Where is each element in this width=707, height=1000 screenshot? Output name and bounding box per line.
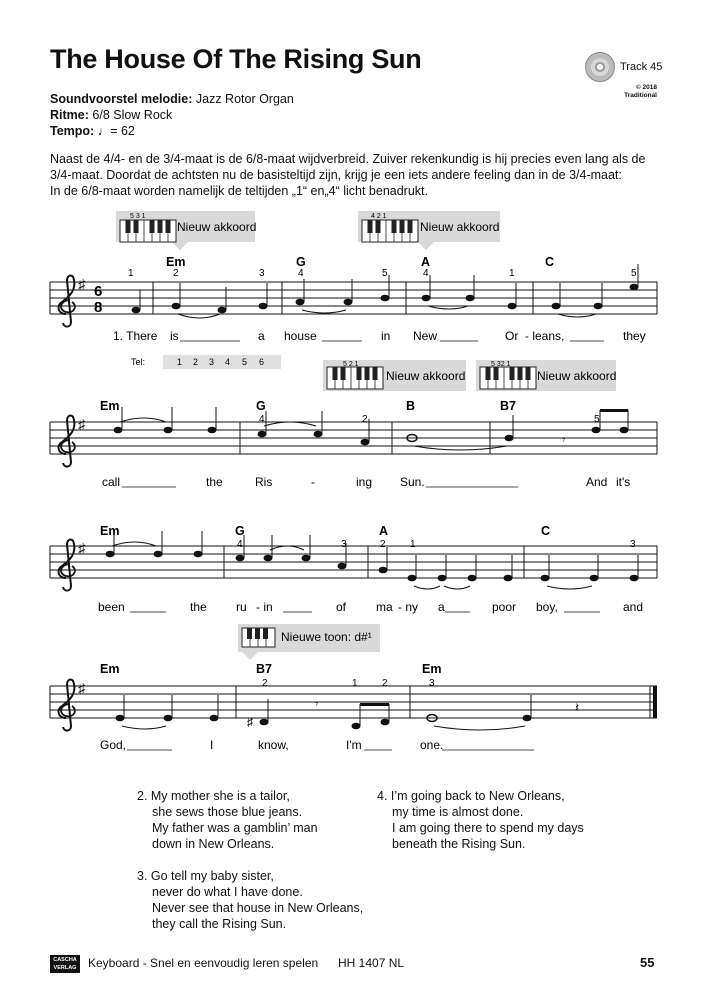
finger-hint: 5 32 1 — [491, 361, 511, 368]
page-number: 55 — [640, 955, 655, 970]
rhythm-value: 6/8 Slow Rock — [92, 108, 173, 122]
count-number: 3 — [209, 357, 215, 367]
book-code: HH 1407 NL — [338, 956, 405, 970]
lyric-syllable: New — [413, 329, 438, 343]
finger-number: 3 — [630, 539, 636, 550]
finger-number: 4 — [298, 268, 304, 279]
chord-symbol: C — [545, 255, 555, 269]
chord-symbol: Em — [100, 399, 120, 413]
chord-symbol: Em — [422, 662, 442, 676]
verse-line: My father was a gamblin’ man — [152, 821, 318, 835]
ties-system-4 — [122, 726, 525, 730]
finger-hint: 5 3 1 — [130, 213, 146, 220]
lyric-syllable: boy, — [536, 600, 558, 614]
verse-line: 3. Go tell my baby sister, — [137, 869, 274, 883]
verse-line: Never see that house in New Orleans, — [152, 901, 364, 915]
intro-line: 3/4-maat. Doordat de achtsten nu de basisteltijd zijn, krijg je een iets andere feeling dan in de 3/4-maat: — [50, 168, 622, 182]
staff-system-3 — [50, 546, 657, 578]
count-number: 6 — [259, 357, 265, 367]
track-label: Track 45 — [620, 61, 663, 73]
finger-hint: 4 2 1 — [371, 213, 387, 220]
notes-system-3 — [106, 531, 639, 581]
chord-symbol: B7 — [500, 399, 516, 413]
lyric-syllable: house — [284, 329, 317, 343]
lyric-syllable: ru — [236, 600, 247, 614]
finger-number: 2 — [362, 414, 368, 425]
lyric-syllable: Ris — [255, 475, 273, 489]
eighth-rest: 𝄾 — [315, 696, 319, 711]
staff-system-2 — [50, 422, 657, 454]
lyric-syllable: ing — [356, 475, 373, 489]
time-signature-8: 8 — [94, 299, 103, 316]
lyric-syllable: a — [258, 329, 265, 343]
new-chord-label: Nieuw akkoord — [386, 369, 466, 383]
finger-number: 1 — [128, 268, 134, 279]
chord-symbol: Em — [100, 662, 120, 676]
lyric-syllable: the — [190, 600, 207, 614]
finger-number: 1 — [352, 678, 358, 689]
lyric-syllable: - in — [256, 600, 273, 614]
book-title: Keyboard - Snel en eenvoudig leren spelen — [88, 956, 319, 970]
finger-number: 1 — [410, 539, 416, 550]
finger-number: 2 — [173, 268, 179, 279]
verses-right — [377, 788, 584, 868]
lyric-syllable: poor — [492, 600, 517, 614]
finger-number: 5 — [382, 268, 388, 279]
lyric-syllable: ma — [376, 600, 393, 614]
chord-symbol: Em — [100, 524, 120, 538]
new-chord-label: Nieuw akkoord — [420, 220, 500, 234]
ties-system-3 — [112, 542, 592, 589]
lyric-syllable: they — [623, 329, 646, 343]
lyric-syllable: Sun. — [400, 475, 425, 489]
new-tone-callout — [238, 624, 380, 660]
lyric-syllable: 1. There — [113, 329, 158, 343]
verse-line: beneath the Rising Sun. — [392, 837, 526, 851]
chord-symbol: G — [235, 524, 245, 538]
lyric-syllable: And — [586, 475, 608, 489]
lyric-syllable: - ny — [398, 600, 419, 614]
lyric-syllable: - — [311, 475, 315, 489]
new-chord-callout — [476, 360, 616, 391]
count-number: 1 — [177, 357, 183, 367]
finger-number: 5 — [631, 268, 637, 279]
finger-number: 4 — [237, 539, 243, 550]
verse-line: I am going there to spend my days — [392, 821, 584, 835]
quarter-note-icon: ♩ — [97, 124, 111, 138]
chord-symbol: G — [296, 255, 306, 269]
finger-number: 2 — [382, 678, 388, 689]
chord-symbol: Em — [166, 255, 186, 269]
sharp-sign: ♯ — [78, 540, 85, 556]
chord-symbol: A — [421, 255, 431, 269]
lyric-syllable: Or — [505, 329, 519, 343]
count-number: 2 — [193, 357, 199, 367]
chord-symbol: B7 — [256, 662, 272, 676]
verse-line: down in New Orleans. — [152, 837, 275, 851]
verse-2 — [137, 788, 363, 852]
finger-number: 4 — [259, 414, 265, 425]
intro-line: Naast de 4/4- en de 3/4-maat is de 6/8-maat wijdverbreid. Zuiver rekenkundig is hij precies even lang als de — [50, 152, 646, 166]
sharp-sign: ♯ — [78, 416, 85, 432]
finger-number: 3 — [429, 678, 435, 689]
lyric-syllable: - leans, — [525, 329, 565, 343]
verse-line: she sews those blue jeans. — [152, 805, 303, 819]
copyright-source: Traditional — [624, 92, 657, 99]
lyrics — [98, 329, 646, 752]
chord-symbol: G — [256, 399, 266, 413]
rhythm-label: Ritme: — [50, 108, 89, 122]
lyric-syllable: and — [623, 600, 644, 614]
final-barline — [653, 686, 657, 718]
chord-symbol: B — [406, 399, 416, 413]
new-chord-callout — [116, 211, 256, 250]
notes-system-4 — [116, 695, 532, 729]
staff-system-4 — [50, 686, 657, 718]
lyric-syllable: is — [170, 329, 179, 343]
copyright-year: © 2018 — [635, 84, 657, 91]
lyric-syllable: I'm — [346, 738, 362, 752]
lyric-syllable: one. — [420, 738, 444, 752]
new-chord-callout — [358, 211, 500, 250]
verse-4 — [377, 788, 584, 852]
finger-number: 2 — [380, 539, 386, 550]
finger-number: 5 — [594, 414, 600, 425]
finger-hint: 5 2 1 — [343, 361, 359, 368]
time-signature-6: 6 — [94, 283, 103, 300]
new-chord-label: Nieuw akkoord — [537, 369, 617, 383]
lyric-syllable: of — [336, 600, 347, 614]
verse-line: 2. My mother she is a tailor, — [137, 789, 290, 803]
finger-number: 2 — [262, 678, 268, 689]
lyric-syllable: it's — [616, 475, 631, 489]
count-number: 5 — [242, 357, 248, 367]
staff-system-1 — [50, 282, 657, 314]
new-chord-label: Nieuw akkoord — [177, 220, 257, 234]
lyric-syllable: the — [206, 475, 223, 489]
verse-3 — [137, 868, 363, 932]
sound-label: Soundvoorstel melodie: — [50, 92, 193, 106]
notes-system-2 — [114, 407, 629, 445]
lyric-syllable: God, — [100, 738, 127, 752]
finger-number: 3 — [341, 539, 347, 550]
lyric-syllable: call — [102, 475, 121, 489]
finger-number: 4 — [423, 268, 429, 279]
finger-number: 1 — [509, 268, 515, 279]
chord-symbol: A — [379, 524, 389, 538]
sound-value: Jazz Rotor Organ — [195, 92, 294, 106]
eighth-rest: 𝄾 — [562, 432, 566, 447]
chord-symbol: C — [541, 524, 551, 538]
quarter-rest: 𝄽 — [575, 700, 579, 715]
lyric-syllable: know, — [258, 738, 289, 752]
publisher-logo: CASCHA VERLAG — [50, 955, 80, 973]
verse-line: my time is almost done. — [392, 805, 524, 819]
count-label: Tel: — [131, 357, 146, 367]
page-title: The House Of The Rising Sun — [50, 44, 422, 74]
finger-number: 3 — [259, 268, 265, 279]
lyric-syllable: a — [438, 600, 445, 614]
new-tone-label: Nieuwe toon: d#¹ — [281, 630, 372, 644]
count-number: 4 — [225, 357, 231, 367]
verse-line: 4. I’m going back to New Orleans, — [377, 789, 565, 803]
lyric-syllable: I — [210, 738, 214, 752]
lyric-syllable: been — [98, 600, 125, 614]
verses-left — [137, 788, 363, 948]
verse-line: they call the Rising Sun. — [152, 917, 287, 931]
new-chord-callout — [323, 360, 466, 391]
sharp-sign: ♯ — [78, 276, 85, 292]
chord-symbols — [100, 255, 554, 676]
sharp-sign: ♯ — [78, 680, 85, 696]
sharp-sign: ♯ — [247, 715, 253, 729]
lyric-syllable: in — [381, 329, 391, 343]
intro-line: In de 6/8-maat worden namelijk de teltijden „1“ en„4“ licht benadrukt. — [50, 184, 428, 198]
verse-line: never do what I have done. — [152, 885, 303, 899]
tempo-label: Tempo: — [50, 124, 95, 138]
tempo-value: = 62 — [110, 124, 135, 138]
